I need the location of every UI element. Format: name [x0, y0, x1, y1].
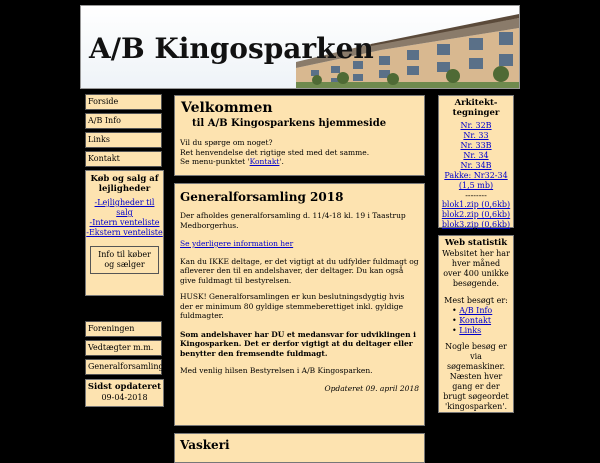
most-visited-list: • A/B Info • Kontakt • Links — [452, 306, 493, 335]
main-nav — [85, 94, 162, 170]
nav-generalforsamling[interactable]: Generalforsamling — [85, 359, 162, 375]
drawings-separator: -------- — [465, 191, 487, 200]
secondary-nav — [85, 321, 162, 378]
welcome-subtitle: til A/B Kingosparkens hjemmeside — [192, 118, 387, 129]
nav-foreningen[interactable]: Foreningen — [85, 321, 162, 337]
link-apartments-for-sale[interactable]: -Lejligheder til salg — [94, 198, 155, 217]
nav-ab-info[interactable]: A/B Info — [85, 113, 162, 129]
drawing-34b-link[interactable]: Nr. 34B — [460, 161, 492, 170]
nav-kontakt[interactable]: Kontakt — [85, 151, 162, 167]
buy-sell-box — [85, 170, 164, 296]
zip-blok1-link[interactable]: blok1.zip (0,6kb) — [441, 200, 511, 209]
drawing-32b-link[interactable]: Nr. 32B — [460, 121, 492, 130]
general-assembly-p2: Kan du IKKE deltage, er det vigtigt at du udfylder fuldmagt og afleverer den til en andelshaver, der deltager. Du kan også give fuldmagt til bestyrelsen. — [180, 256, 419, 285]
search-engine-text: Nogle besøg er via søgemaskiner. Næsten hver gang er der brugt søgeordet 'kingosparken'. — [443, 342, 509, 411]
welcome-line-2: Ret henvendelse det rigtige sted med det samme. — [180, 147, 370, 157]
zip-blok2-link[interactable]: blok2.zip (0,6kb) — [441, 210, 511, 219]
contact-link[interactable]: Kontakt — [249, 157, 280, 166]
last-updated-heading: Sidst opdateret — [87, 382, 162, 392]
general-assembly-p1: Der afholdes generalforsamling d. 11/4-18 kl. 19 i Taastrup Medborgerhus. — [180, 211, 406, 230]
welcome-panel — [174, 95, 425, 176]
drawing-33-link[interactable]: Nr. 33 — [463, 131, 489, 140]
drawing-package-link[interactable]: Pakke: Nr32-34 (1,5 mb) — [444, 171, 508, 190]
zip-blok3-link[interactable]: blok3.zip (0,6kb) — [441, 220, 511, 229]
web-stats-heading: Web statistik — [444, 238, 508, 248]
site-banner — [80, 5, 520, 89]
last-updated-date: 09-04-2018 — [101, 393, 148, 402]
general-assembly-updated: Opdateret 09. april 2018 — [324, 383, 419, 393]
nav-forside[interactable]: Forside — [85, 94, 162, 110]
buyer-seller-info-button[interactable]: Info til køber og sælger — [90, 246, 159, 274]
welcome-title: Velkommen — [181, 100, 273, 116]
nav-links[interactable]: Links — [85, 132, 162, 148]
last-updated-box — [85, 379, 164, 407]
laundry-panel — [174, 433, 425, 463]
general-assembly-p4: Som andelshaver har DU et medansvar for udviklingen i Kingosparken. Det er derfor vigtigt at du deltager eller benytter den fremsendte fuldmagt. — [180, 329, 416, 358]
general-assembly-title: Generalforsamling 2018 — [180, 190, 344, 204]
general-assembly-p5: Med venlig hilsen Bestyrelsen i A/B Kingosparken. — [180, 366, 373, 375]
welcome-line-1: Vil du spørge om noget? — [180, 138, 273, 147]
link-external-waitlist[interactable]: -Ekstern venteliste — [86, 228, 163, 237]
drawings-panel — [438, 95, 514, 228]
most-visited-label: Mest besøgt er: — [444, 296, 508, 305]
web-stats-text: Websitet her har hver måned over 400 unikke besøgende. — [442, 249, 510, 288]
web-stats-panel — [438, 235, 514, 413]
general-assembly-p3: HUSK! Generalforsamlingen er kun beslutningsdygtig hvis der er minimum 80 gyldige stemmeberettiget inkl. gyldige fuldmagter. — [180, 292, 405, 320]
site-title: A/B Kingosparken — [89, 32, 374, 65]
most-visited-ab-info[interactable]: A/B Info — [459, 306, 493, 315]
most-visited-kontakt[interactable]: Kontakt — [459, 316, 492, 325]
most-visited-links[interactable]: Links — [459, 326, 482, 335]
welcome-line-3: Se menu-punktet 'Kontakt'. — [180, 157, 284, 166]
link-internal-waitlist[interactable]: -Intern venteliste — [89, 218, 160, 227]
more-info-link[interactable]: Se yderligere information her — [180, 239, 294, 248]
drawing-33b-link[interactable]: Nr. 33B — [460, 141, 492, 150]
drawings-heading: Arkitekt-tegninger — [452, 98, 500, 118]
buy-sell-heading: Køb og salg af lejligheder — [90, 174, 159, 194]
general-assembly-panel — [174, 183, 425, 426]
drawing-34-link[interactable]: Nr. 34 — [463, 151, 489, 160]
nav-vedtaegter[interactable]: Vedtægter m.m. — [85, 340, 162, 356]
laundry-title: Vaskeri — [180, 438, 230, 452]
